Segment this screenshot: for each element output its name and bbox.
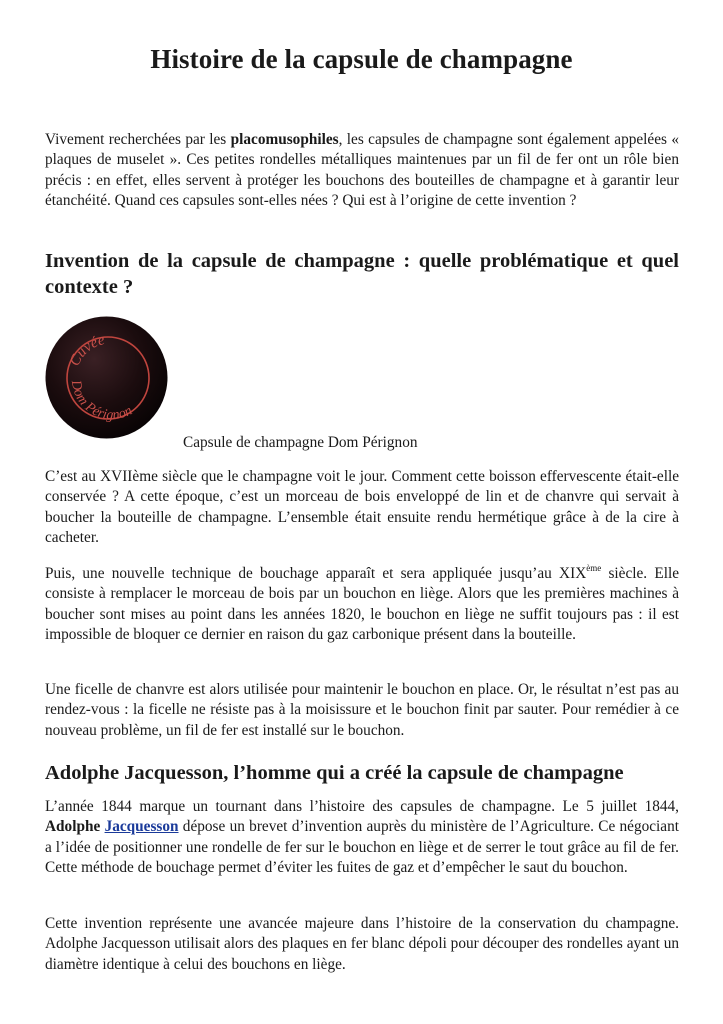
paragraph-1: C’est au XVIIème siècle que le champagne voit le jour. Comment cette boisson effervescente était-elle conservée ? A cette époque, c’est un morceau de bois enveloppé de lin et de chanvre qui servait à boucher la bouteille de champagne. L’ensemble était ensuite rendu hermétique grâce à de la cire à cacheter. [45,468,679,547]
cap-label-bottom: Dom Pérignon [67,379,135,424]
heading-adolphe-text: Adolphe Jacquesson, l’homme qui a créé la capsule de champagne [45,762,624,784]
superscript-eme: ème [586,562,602,573]
paragraph-4: L’année 1844 marque un tournant dans l’histoire des capsules de champagne. Le 5 juillet 1844, Adolphe Jacquesson dépose un brevet d’invention auprès du ministère de l’Agriculture. Ce négociant a l’idée de positionner une rondelle de fer sur le bouchon en liège et de serrer le tout grâce au fil de fer. Cette méthode de bouchage permet d’éviter les fuites de gaz et d’empêcher le saut du bouchon. [45,798,679,877]
heading-invention-text: Invention de la capsule de champagne : quelle problématique et quel contexte ? [45,250,679,298]
section-heading-invention [45,248,679,300]
intro-bold-term: placomusophiles [230,131,339,148]
intro-text-after: , les capsules de champagne sont également appelées « plaques de muselet ». Ces petites rondelles métalliques maintenues par un fil de fer ont un rôle bien précis : en effet, elles servent à protéger les bouchons des bouteilles de champagne et à garantir leur étanchéité. Quand ces capsules sont-elles nées ? Qui est à l’origine de cette invention ? [45,131,679,210]
name-adolphe: Adolphe [45,818,101,836]
intro-text-before: Vivement recherchées par les [45,131,231,148]
page-title: Histoire de la capsule de champagne [150,44,573,74]
paragraph-2: Puis, une nouvelle technique de bouchage apparaît et sera appliquée jusqu’au XIXème siècle. Elle consiste à remplacer le morceau de bois par un bouchon en liège. Alors que les premières machines à boucher sont mises au point dans les années 1820, le bouchon en liège ne suffit toujours pas : il est impossible de bloquer ce dernier en raison du gaz carbonique présent dans la bouteille. [45,562,679,644]
section-heading-adolphe [45,760,679,786]
paragraph-3: Une ficelle de chanvre est alors utilisée pour maintenir le bouchon en place. Or, le résultat n’est pas au rendez-vous : la ficelle ne résiste pas à la moisissure et le bouchon finit par sauter. Pour remédier à ce nouveau problème, un fil de fer est installé sur le bouchon. [45,681,679,739]
intro-paragraph [45,130,679,212]
cap-label-top: Cuvée [66,332,107,369]
champagne-cap-image [44,315,169,440]
image-caption: Capsule de champagne Dom Pérignon [183,434,418,451]
jacquesson-link[interactable]: Jacquesson [104,818,179,836]
paragraph-5: Cette invention représente une avancée majeure dans l’histoire de la conservation du champagne. Adolphe Jacquesson utilisait alors des plaques en fer blanc dépoli pour découper des rondelles ayant un diamètre identique à celui des bouchons en liège. [45,915,679,973]
